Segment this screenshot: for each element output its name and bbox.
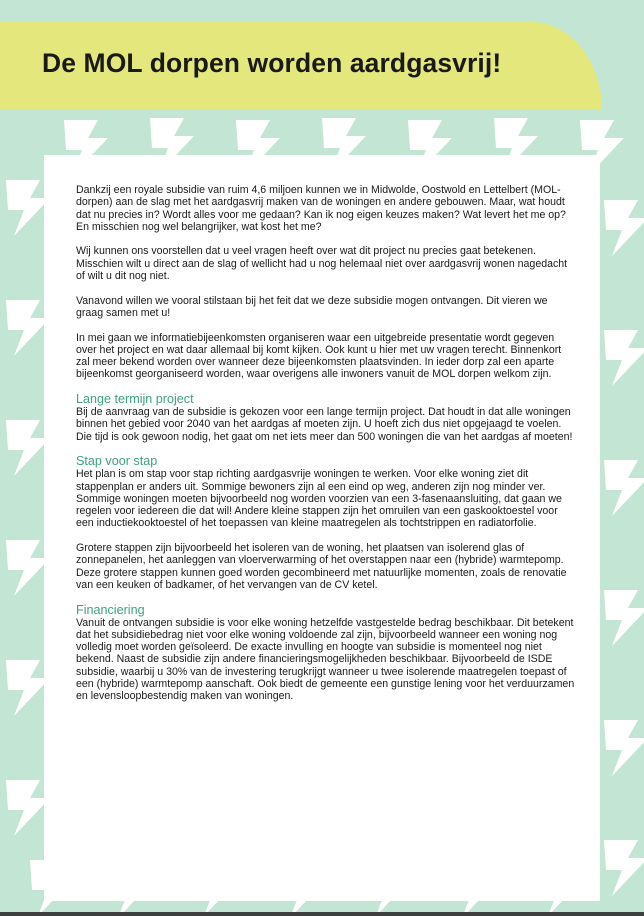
intro-paragraph: Vanavond willen we vooral stilstaan bij het feit dat we deze subsidie mogen ontvangen. Dit vieren we graag samen met u! [76, 294, 548, 319]
intro-paragraph: In mei gaan we informatiebijeenkomsten organiseren waar een uitgebreide presentatie wordt gegeven over het project en wat daar allemaal bij komt kijken. Ook kunt u hier met uw vragen terecht. Binnenkort zal meer bekend worden over wanneer deze bijeenkomsten plaatsvinden. In ieder dorp zal een aparte bijeenkomst georganiseerd worden, waar overigens alle inwoners vanuit de MOL dorpen welkom zijn. [76, 331, 562, 381]
bottom-divider [0, 912, 644, 916]
section-paragraph: Bij de aanvraag van de subsidie is gekozen voor een lange termijn project. Dat houdt in dat alle woningen binnen het gebied voor 2040 van het aardgas af moeten zijn. U hoeft zich dus niet opgejaagd te voelen. Die tijd is ook gewoon nodig, het gaat om net iets meer dan 500 woningen die van het aardgas af moeten! [76, 406, 573, 443]
section-heading-financiering: Financiering [76, 602, 145, 617]
section-heading-stap-voor-stap: Stap voor stap [76, 454, 158, 469]
section-paragraph: Het plan is om stap voor stap richting aardgasvrije woningen te werken. Voor elke woning ziet dit stappenplan er anders uit. Sommige bewoners zijn al een eind op weg, anderen zijn nog minder ver. Sommige woningen moeten bijvoorbeeld nog worden voorzien van een 3-fasenaansluiting, dat gaan we regelen voor iedereen die dat wil! Andere kleine stappen zijn het omruilen van een gaskooktoestel voor een inductiekooktoestel of het toepassen van kleine maatregelen als tochtstrippen en radiatorfolie. [76, 468, 562, 530]
page-title: De MOL dorpen worden aardgasvrij! [42, 48, 502, 78]
section-paragraph: Vanuit de ontvangen subsidie is voor elke woning hetzelfde vastgestelde bedrag beschikbaar. Dit betekent dat het subsidiebedrag niet voor elke woning voldoende zal zijn, bijvoorbeeld wanneer een woning nog volledig moet worden geïsoleerd. De exacte invulling en hoogte van subsidie is momenteel nog niet bekend. Naast de subsidie zijn andere financieringsmogelijkheden beschikbaar. Bijvoorbeeld de ISDE subsidie, waarbij u 30% van de investering terugkrijgt wanneer u twee isolerende maatregelen toepast of een (hybride) warmtepomp aanschaft. Ook biedt de gemeente een gunstige lening voor het verduurzamen en levensloopbestendig maken van woningen. [76, 616, 575, 703]
article-body [76, 184, 576, 715]
section-paragraph: Grotere stappen zijn bijvoorbeeld het isoleren van de woning, het plaatsen van isolerend glas of zonnepanelen, het aanleggen van vloerverwarming of het overstappen naar een (hybride) warmtepomp. Deze grotere stappen kunnen goed worden gecombineerd met natuurlijke momenten, zoals de renovatie van een keuken of badkamer, of het vervangen van de CV ketel. [76, 542, 567, 591]
intro-paragraph: Wij kunnen ons voorstellen dat u veel vragen heeft over wat dit project nu precies gaat betekenen. Misschien wilt u direct aan de slag of wellicht had u nog helemaal niet over aardgasvrij wonen nagedacht of wilt u dit nog niet. [76, 245, 568, 283]
intro-paragraph: Dankzij een royale subsidie van ruim 4,6 miljoen kunnen we in Midwolde, Oostwold en Lettelbert (MOL-dorpen) aan de slag met het aardgasvrij maken van de woningen en andere gebouwen. Maar, wat houdt dat nu precies in? Wordt alles voor me gedaan? Kan ik nog eigen keuzes maken? Wat levert het me op? En misschien nog wel belangrijker, wat kost het me? [76, 184, 566, 233]
section-heading-lange-termijn: Lange termijn project [76, 392, 194, 407]
